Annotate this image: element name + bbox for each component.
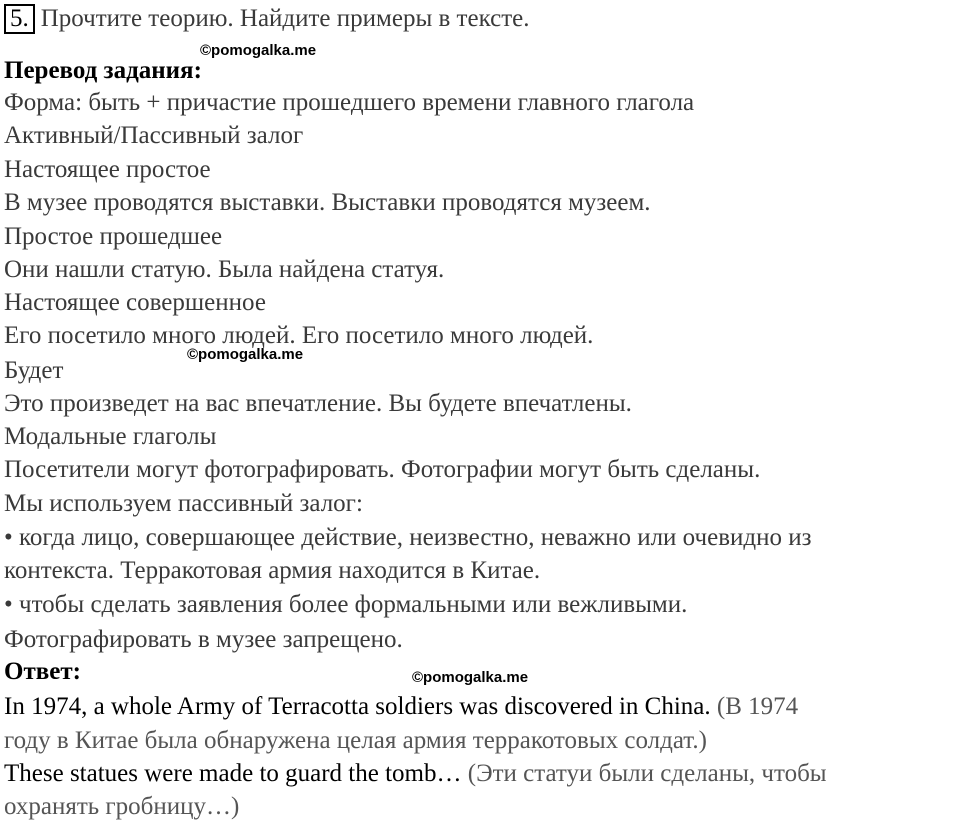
watermark: ©pomogalka.me [200,42,317,59]
answer-english: In 1974, a whole Army of Terracotta soldiers was discovered in China. [4,693,711,720]
text-line: • когда лицо, совершающее действие, неизвестно, неважно или очевидно из [4,524,812,551]
text-line: Это произведет на вас впечатление. Вы будете впечатлены. [4,390,632,417]
answer-russian: охранять гробницу…) [4,793,240,820]
text-line: Они нашли статую. Была найдена статуя. [4,256,445,283]
task-header [4,4,529,34]
task-number: 5. [4,4,35,34]
translation-heading: Перевод задания: [4,57,202,84]
answer-russian: (Эти статуи были сделаны, чтобы [467,760,827,787]
answer-heading: Ответ: [4,658,81,685]
answer-russian: году в Китае была обнаружена целая армия терракотовых солдат.) [4,727,707,754]
answer-line [4,759,827,789]
answer-line [4,692,798,722]
text-line: Модальные глаголы [4,423,217,450]
text-line: Активный/Пассивный залог [4,122,304,149]
text-line: Настоящее простое [4,156,211,183]
text-line: Фотографировать в музее запрещено. [4,626,403,653]
text-line: • чтобы сделать заявления более формальными или вежливыми. [4,591,688,618]
text-line: Его посетило много людей. Его посетило много людей. [4,322,594,349]
answer-english: These statues were made to guard the tomb… [4,760,462,787]
text-line: Форма: быть + причастие прошедшего времени главного глагола [4,89,695,116]
watermark: ©pomogalka.me [187,346,304,363]
text-line: Посетители могут фотографировать. Фотографии могут быть сделаны. [4,456,761,483]
text-line: Мы используем пассивный залог: [4,490,363,517]
text-line: В музее проводятся выставки. Выставки проводятся музеем. [4,189,651,216]
watermark: ©pomogalka.me [412,669,529,686]
text-line: Настоящее совершенное [4,289,266,316]
text-line: контекста. Терракотовая армия находится в Китае. [4,557,541,584]
answer-russian: (В 1974 [716,693,799,720]
task-instruction: Прочтите теорию. Найдите примеры в тексте. [40,5,530,32]
text-line: Будет [4,357,64,384]
text-line: Простое прошедшее [4,223,223,250]
